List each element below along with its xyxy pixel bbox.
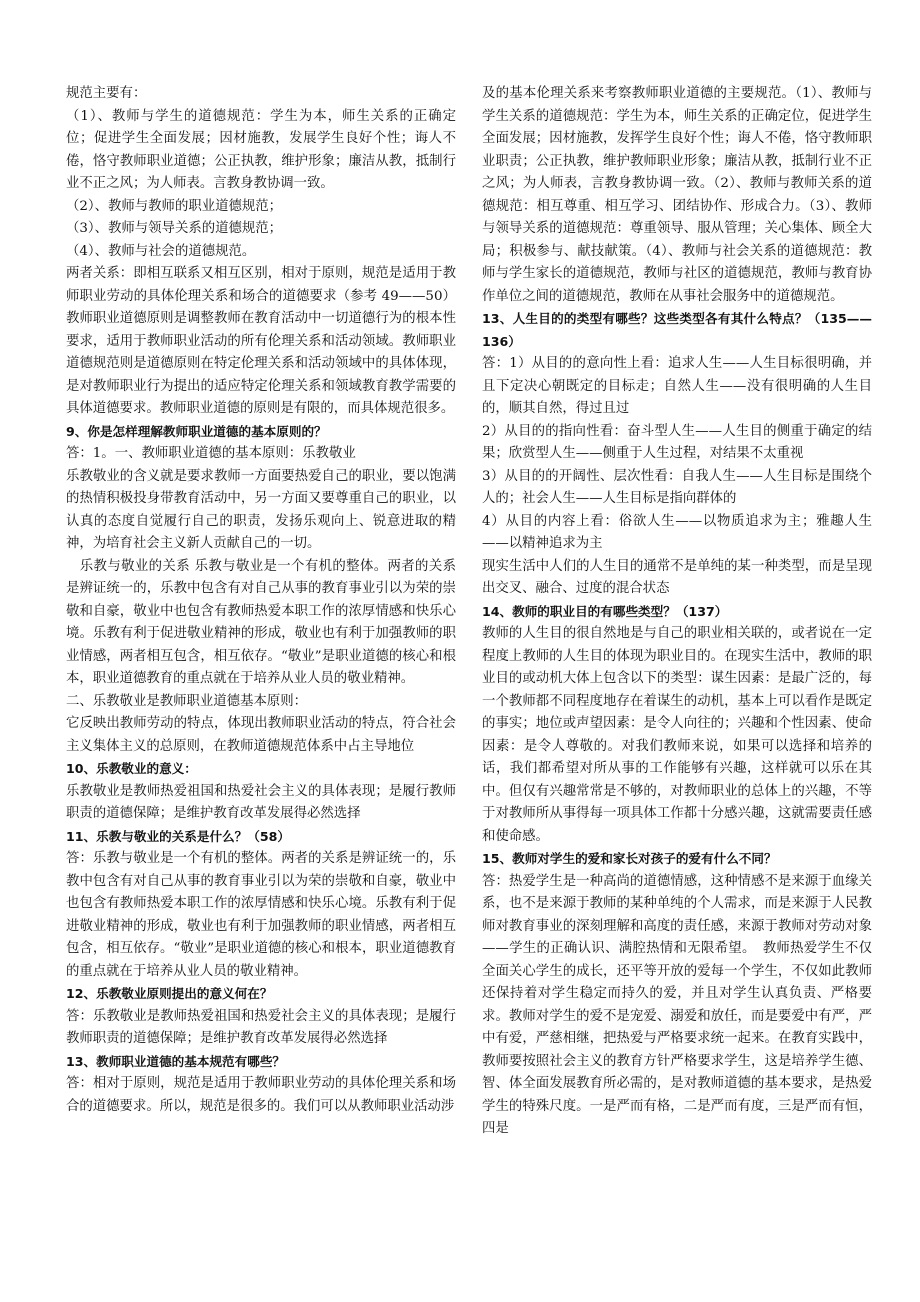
paragraph: 答：乐教敬业是教师热爱祖国和热爱社会主义的具体表现；是履行教师职责的道德保障；是维护教育改革发展得必然选择 (66, 1008, 456, 1046)
paragraph: （1）、教师与学生的道德规范：学生为本，师生关系的正确定位；促进学生全面发展；因材施教，发展学生良好个性；诲人不倦，恪守教师职业道德；公正执教，维护形象；廉洁从教，抵制行业不正之风；为人师表。言教身教协调一致。 (66, 108, 456, 191)
paragraph: 规范主要有： (66, 86, 147, 101)
question-heading: 9、你是怎样理解教师职业道德的基本原则的？ (66, 423, 327, 439)
paragraph: 乐教敬业的含义就是要求教师一方面要热爱自己的职业，要以饱满的热情积极投身带教育活动中，另一方面又要尊重自己的职业，以认真的态度自觉履行自己的职责，发扬乐观向上、锐意进取的精神，为培育社会主义新人贡献自己的一切。 (66, 468, 456, 551)
paragraph: 现实生活中人们的人生目的通常不是单纯的某一种类型，而是呈现出交叉、融合、过度的混合状态 (482, 558, 872, 596)
right-column (482, 83, 872, 1141)
paragraph: 4）从目的内容上看：俗欲人生——以物质追求为主；雅趣人生——以精神追求为主 (482, 513, 872, 551)
question-heading: 15、教师对学生的爱和家长对孩子的爱有什么不同？ (482, 851, 777, 866)
paragraph: 答：乐教与敬业是一个有机的整体。两者的关系是辨证统一的，乐教中包含有对自己从事的教育事业引以为荣的崇敬和自豪，敬业中也包含有教师热爱本职工作的浓厚情感和快乐心境。乐教有利于促进敬业精神的形成，敬业也有利于加强教师的职业情感，两者相互包含，相互依存。“敬业”是职业道德的核心和根本，职业道德教育的重点就在于培养从业人员的敬业精神。 (66, 851, 456, 979)
paragraph: 3）从目的的开阔性、层次性看：自我人生——人生目标是围绕个人的；社会人生——人生目标是指向群体的 (482, 468, 872, 506)
left-column (66, 83, 456, 1118)
paragraph: 两者关系：即相互联系又相互区别，相对于原则，规范是适用于教师职业劳动的具体伦理关系和场合的道德要求（参考 49——50）教师职业道德原则是调整教师在教育活动中一切道德行为的根本性要求，适用于教师职业活动的所有伦理关系和活动领域。教师职业道德规范则是道德原则在特定伦理关系和活动领域中的具体体现，是对教师职业行为提出的适应特定伦理关系和领域教育教学需要的具体道德要求。教师职业道德的原则是有限的，而具体规范很多。 (66, 266, 456, 416)
paragraph: 乐教敬业是教师热爱祖国和热爱社会主义的具体表现；是履行教师职责的道德保障；是维护教育改革发展得必然选择 (66, 783, 456, 821)
paragraph: 2）从目的的指向性看：奋斗型人生——人生目的侧重于确定的结果；欣赏型人生——侧重于人生过程，对结果不太重视 (482, 423, 872, 461)
paragraph: 教师的人生目的很自然地是与自己的职业相关联的，或者说在一定程度上教师的人生目的体现为职业目的。在现实生活中，教师的职业目的或动机大体上包含以下的类型：谋生因素：是最广泛的，每一个教师都不同程度地存在着谋生的动机，基本上可以看作是既定的事实；地位或声望因素：是令人向往的；兴趣和个性因素、使命因素：是令人尊敬的。对我们教师来说，如果可以选择和培养的话，我们都希望对所从事的工作能够有兴趣，这样就可以乐在其中。但仅有兴趣常常是不够的，对教师职业的总体上的兴趣，不等于对教师所从事得每一项具体工作都十分感兴趣，这就需要责任感和使命感。 (482, 626, 872, 844)
paragraph: 它反映出教师劳动的特点，体现出教师职业活动的特点，符合社会主义集体主义的总原则，在教师道德规范体系中占主导地位 (66, 716, 456, 754)
paragraph: 答：1。一、教师职业道德的基本原则：乐教敬业 (66, 446, 356, 461)
paragraph: 答：1）从目的的意向性上看：追求人生——人生目标很明确，并且下定决心朝既定的目标走；自然人生——没有很明确的人生目的，顺其自然，得过且过 (482, 356, 872, 416)
paragraph: 二、乐教敬业是教师职业道德基本原则： (66, 693, 308, 709)
paragraph: 答：相对于原则，规范是适用于教师职业劳动的具体伦理关系和场合的道德要求。所以，规范是很多的。我们可以从教师职业活动涉 (66, 1076, 456, 1114)
paragraph: （4）、教师与社会的道德规范。 (66, 243, 256, 259)
paragraph: （3）、教师与领导关系的道德规范； (66, 221, 283, 236)
question-heading: 13、人生目的的类型有哪些？这些类型各有其什么特点？（135——136） (482, 311, 872, 349)
paragraph: 及的基本伦理关系来考察教师职业道德的主要规范。（1）、教师与学生关系的道德规范：学生为本，师生关系的正确定位，促进学生全面发展；因材施教，发挥学生良好个性；诲人不倦，恪守教师职业职责；公正执教，维护教师职业形象；廉洁从教，抵制行业不正之风；为人师表，言教身教协调一致。（2）、教师与教师关系的道德规范：相互尊重、相互学习、团结协作、形成合力。（3）、教师与领导关系的道德规范：尊重领导、服从管理；关心集体、顾全大局；积极参与、献技献策。（4）、教师与社会关系的道德规范：教师与学生家长的道德规范，教师与社区的道德规范，教师与教育协作单位之间的道德规范，教师在从事社会服务中的道德规范。 (482, 86, 872, 304)
question-heading: 11、乐教与敬业的关系是什么？（58） (66, 828, 290, 844)
question-heading: 12、乐教敬业原则提出的意义何在？ (66, 986, 273, 1001)
paragraph: 乐教与敬业的关系 乐教与敬业是一个有机的整体。两者的关系是辨证统一的，乐教中包含有对自己从事的教育事业引以为荣的崇敬和自豪，敬业中也包含有教师热爱本职工作的浓厚情感和快乐心境。乐教有利于促进敬业精神的形成，敬业也有利于加强教师的职业情感，两者相互包含，相互依存。“敬业”是职业道德的核心和根本，职业道德教育的重点就在于培养从业人员的敬业精神。 (66, 558, 456, 686)
question-heading: 13、教师职业道德的基本规范有哪些？ (66, 1053, 286, 1069)
question-heading: 14、教师的职业目的有哪些类型？（137） (482, 603, 728, 619)
question-heading: 10、乐教敬业的意义： (66, 761, 197, 776)
paragraph: 答：热爱学生是一种高尚的道德情感，这种情感不是来源于血缘关系，也不是来源于教师的某种单纯的个人需求，而是来源于人民教师对教育事业的深刻理解和高度的责任感，来源于教师对劳动对象——学生的正确认识、满腔热情和无限希望。 教师热爱学生不仅全面关心学生的成长，还平等开放的爱每一个学生，不仅如此教师还保持着对学生稳定而持久的爱，并且对学生认真负责、严格要求。教师对学生的爱不是宠爱、溺爱和放任，而是要爱中有严，严中有爱，严慈相继，把热爱与严格要求统一起来。在教育实践中，教师要按照社会主义的教育方针严格要求学生，这是培养学生德、智、体全面发展教育所必需的，是对教师道德的基本要求，是热爱学生的特殊尺度。一是严而有格，二是严而有度，三是严而有恒，四是 (482, 873, 872, 1136)
paragraph: （2）、教师与教师的职业道德规范； (66, 198, 283, 214)
